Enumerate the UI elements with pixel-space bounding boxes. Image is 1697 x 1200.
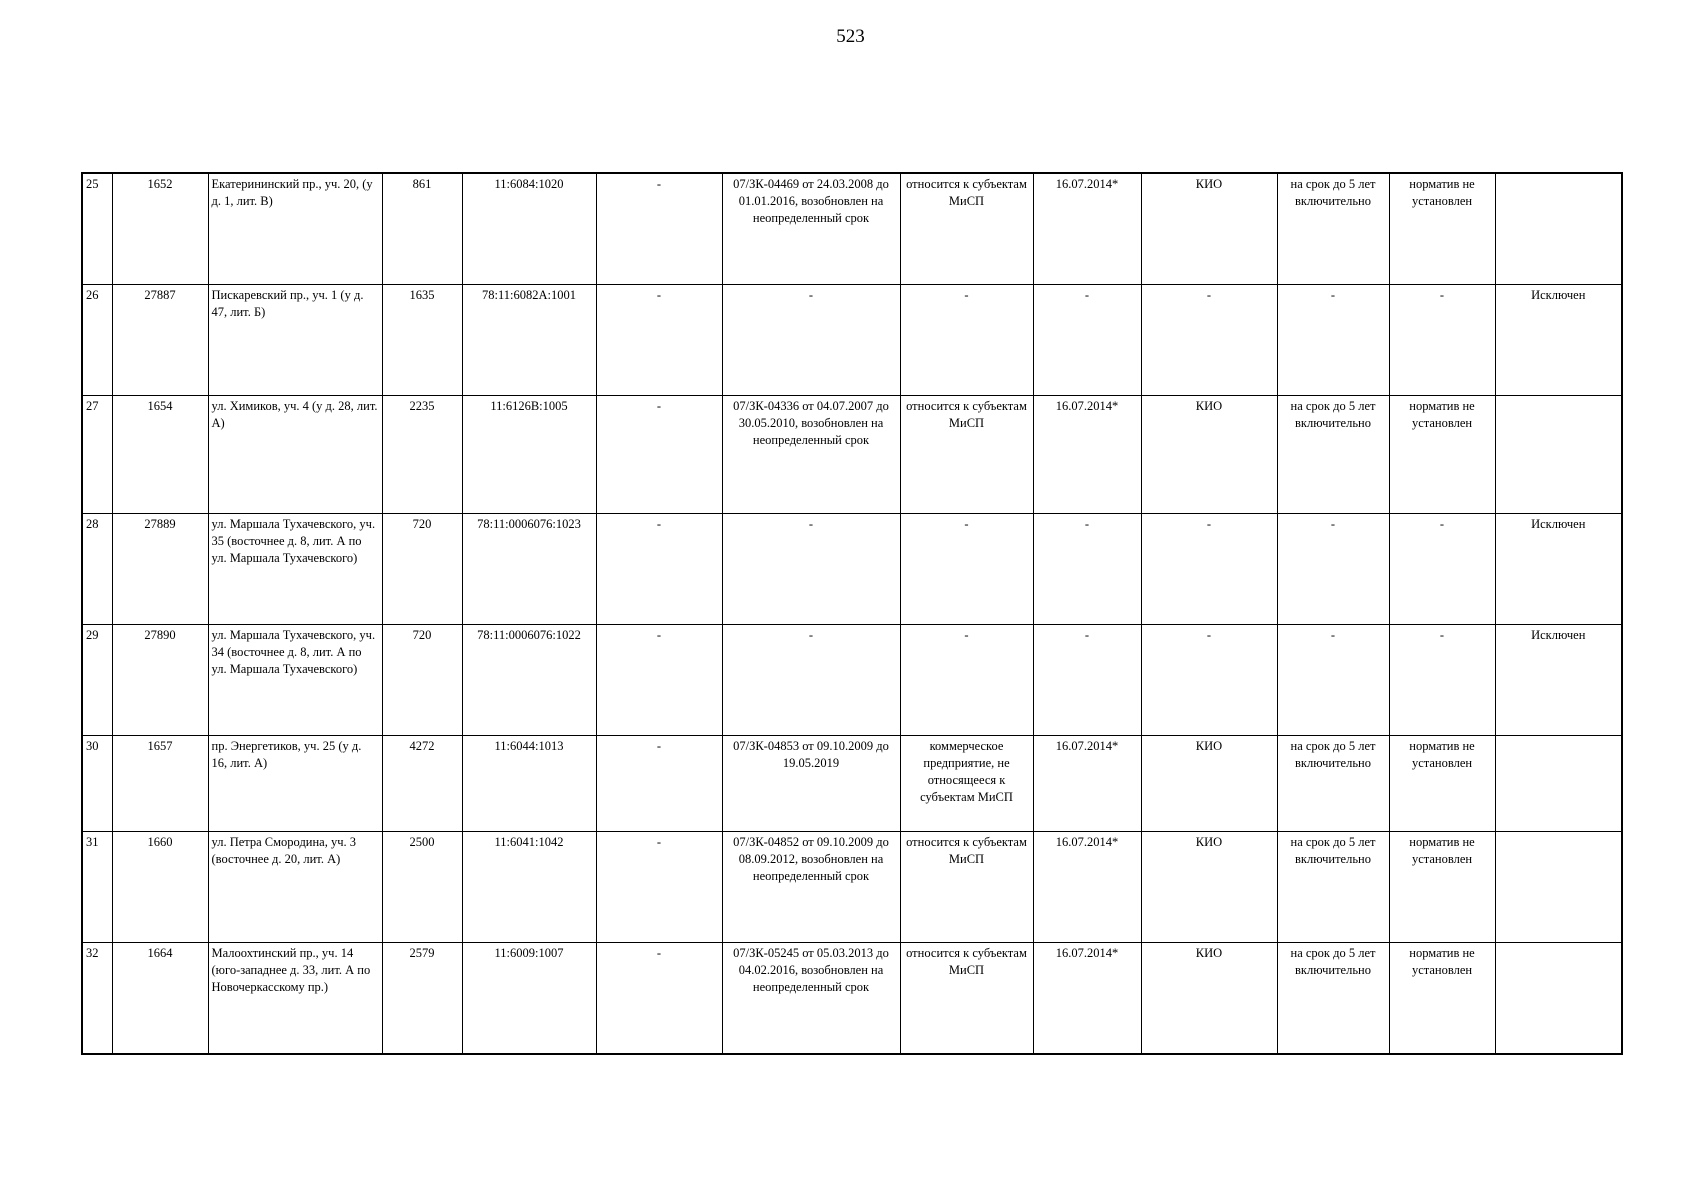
cell-object-id: 27889 (112, 514, 208, 625)
cell-note: Исключен (1495, 625, 1622, 736)
cell-row-number: 29 (82, 625, 112, 736)
cell-cadastral-number: 11:6126В:1005 (462, 396, 596, 514)
cell-inclusion-date: - (1033, 285, 1141, 396)
cell-authority: КИО (1141, 832, 1277, 943)
cell-address: ул. Маршала Тухачевского, уч. 34 (восточнее д. 8, лит. А по ул. Маршала Тухачевского) (208, 625, 382, 736)
cell-authority: - (1141, 514, 1277, 625)
cell-encumbrance: - (596, 832, 722, 943)
cell-object-id: 27887 (112, 285, 208, 396)
cell-inclusion-date: - (1033, 625, 1141, 736)
cell-lease-contract: - (722, 625, 900, 736)
cell-inclusion-date: 16.07.2014* (1033, 396, 1141, 514)
cell-area: 1635 (382, 285, 462, 396)
cell-norm: - (1389, 625, 1495, 736)
cell-tenant-category: коммерческое предприятие, не относящееся к субъектам МиСП (900, 736, 1033, 832)
cell-cadastral-number: 78:11:0006076:1022 (462, 625, 596, 736)
cell-norm: - (1389, 285, 1495, 396)
cell-authority: КИО (1141, 173, 1277, 285)
cell-norm: норматив не установлен (1389, 832, 1495, 943)
cell-authority: КИО (1141, 943, 1277, 1055)
cell-area: 861 (382, 173, 462, 285)
cell-row-number: 31 (82, 832, 112, 943)
table-row (82, 736, 1622, 832)
table-row (82, 832, 1622, 943)
table-row (82, 943, 1622, 1055)
cell-inclusion-date: - (1033, 514, 1141, 625)
cell-address: пр. Энергетиков, уч. 25 (у д. 16, лит. А) (208, 736, 382, 832)
cell-norm: - (1389, 514, 1495, 625)
cell-encumbrance: - (596, 943, 722, 1055)
table-body (82, 173, 1622, 1054)
cell-row-number: 26 (82, 285, 112, 396)
cell-note (1495, 173, 1622, 285)
cell-authority: - (1141, 285, 1277, 396)
cell-inclusion-date: 16.07.2014* (1033, 736, 1141, 832)
cell-area: 2579 (382, 943, 462, 1055)
cell-lease-term: - (1277, 285, 1389, 396)
cell-lease-contract: - (722, 285, 900, 396)
cell-lease-term: - (1277, 625, 1389, 736)
cell-encumbrance: - (596, 625, 722, 736)
cell-cadastral-number: 78:11:0006076:1023 (462, 514, 596, 625)
cell-authority: - (1141, 625, 1277, 736)
cell-area: 2235 (382, 396, 462, 514)
cell-encumbrance: - (596, 285, 722, 396)
page-number (0, 26, 1697, 48)
cell-address: ул. Химиков, уч. 4 (у д. 28, лит. А) (208, 396, 382, 514)
cell-object-id: 1654 (112, 396, 208, 514)
cell-cadastral-number: 11:6041:1042 (462, 832, 596, 943)
cell-lease-contract: 07/ЗК-04853 от 09.10.2009 до 19.05.2019 (722, 736, 900, 832)
cell-authority: КИО (1141, 736, 1277, 832)
cell-cadastral-number: 11:6009:1007 (462, 943, 596, 1055)
cell-authority: КИО (1141, 396, 1277, 514)
cell-lease-contract: - (722, 514, 900, 625)
cell-cadastral-number: 78:11:6082А:1001 (462, 285, 596, 396)
cell-inclusion-date: 16.07.2014* (1033, 943, 1141, 1055)
cell-tenant-category: относится к субъектам МиСП (900, 173, 1033, 285)
cell-lease-contract: 07/ЗК-04469 от 24.03.2008 до 01.01.2016, возобновлен на неопределенный срок (722, 173, 900, 285)
cell-lease-term: на срок до 5 лет включительно (1277, 832, 1389, 943)
cell-norm: норматив не установлен (1389, 396, 1495, 514)
table-row (82, 396, 1622, 514)
cell-address: ул. Маршала Тухачевского, уч. 35 (восточнее д. 8, лит. А по ул. Маршала Тухачевского) (208, 514, 382, 625)
cell-area: 4272 (382, 736, 462, 832)
cell-lease-term: на срок до 5 лет включительно (1277, 173, 1389, 285)
cell-object-id: 1660 (112, 832, 208, 943)
cell-tenant-category: относится к субъектам МиСП (900, 396, 1033, 514)
cell-row-number: 27 (82, 396, 112, 514)
cell-lease-contract: 07/ЗК-04852 от 09.10.2009 до 08.09.2012, возобновлен на неопределенный срок (722, 832, 900, 943)
table-row (82, 625, 1622, 736)
cell-area: 720 (382, 514, 462, 625)
cell-row-number: 32 (82, 943, 112, 1055)
cell-cadastral-number: 11:6084:1020 (462, 173, 596, 285)
cell-object-id: 27890 (112, 625, 208, 736)
cell-address: ул. Петра Смородина, уч. 3 (восточнее д. 20, лит. А) (208, 832, 382, 943)
cell-tenant-category: - (900, 285, 1033, 396)
cell-inclusion-date: 16.07.2014* (1033, 173, 1141, 285)
page-number-text: 523 (836, 26, 865, 47)
cell-address: Пискаревский пр., уч. 1 (у д. 47, лит. Б) (208, 285, 382, 396)
cell-cadastral-number: 11:6044:1013 (462, 736, 596, 832)
cell-tenant-category: - (900, 625, 1033, 736)
cell-object-id: 1652 (112, 173, 208, 285)
cell-address: Екатерининский пр., уч. 20, (у д. 1, лит. В) (208, 173, 382, 285)
cell-norm: норматив не установлен (1389, 173, 1495, 285)
cell-object-id: 1664 (112, 943, 208, 1055)
cell-tenant-category: относится к субъектам МиСП (900, 832, 1033, 943)
cell-note (1495, 832, 1622, 943)
cell-lease-term: на срок до 5 лет включительно (1277, 396, 1389, 514)
cell-lease-term: на срок до 5 лет включительно (1277, 736, 1389, 832)
cell-note: Исключен (1495, 285, 1622, 396)
cell-note (1495, 736, 1622, 832)
cell-note: Исключен (1495, 514, 1622, 625)
cell-lease-term: на срок до 5 лет включительно (1277, 943, 1389, 1055)
cell-encumbrance: - (596, 396, 722, 514)
cell-encumbrance: - (596, 736, 722, 832)
cell-address: Малоохтинский пр., уч. 14 (юго-западнее д. 33, лит. А по Новочеркасскому пр.) (208, 943, 382, 1055)
cell-area: 2500 (382, 832, 462, 943)
cell-encumbrance: - (596, 173, 722, 285)
cell-lease-contract: 07/ЗК-05245 от 05.03.2013 до 04.02.2016, возобновлен на неопределенный срок (722, 943, 900, 1055)
cell-note (1495, 396, 1622, 514)
cell-tenant-category: относится к субъектам МиСП (900, 943, 1033, 1055)
cell-norm: норматив не установлен (1389, 736, 1495, 832)
cell-row-number: 30 (82, 736, 112, 832)
cell-row-number: 25 (82, 173, 112, 285)
table-row (82, 173, 1622, 285)
cell-note (1495, 943, 1622, 1055)
cell-lease-contract: 07/ЗК-04336 от 04.07.2007 до 30.05.2010, возобновлен на неопределенный срок (722, 396, 900, 514)
table-row (82, 514, 1622, 625)
cell-lease-term: - (1277, 514, 1389, 625)
cell-object-id: 1657 (112, 736, 208, 832)
cell-row-number: 28 (82, 514, 112, 625)
cell-tenant-category: - (900, 514, 1033, 625)
cell-area: 720 (382, 625, 462, 736)
land-plots-table (81, 172, 1623, 1055)
cell-encumbrance: - (596, 514, 722, 625)
cell-norm: норматив не установлен (1389, 943, 1495, 1055)
cell-inclusion-date: 16.07.2014* (1033, 832, 1141, 943)
table-row (82, 285, 1622, 396)
